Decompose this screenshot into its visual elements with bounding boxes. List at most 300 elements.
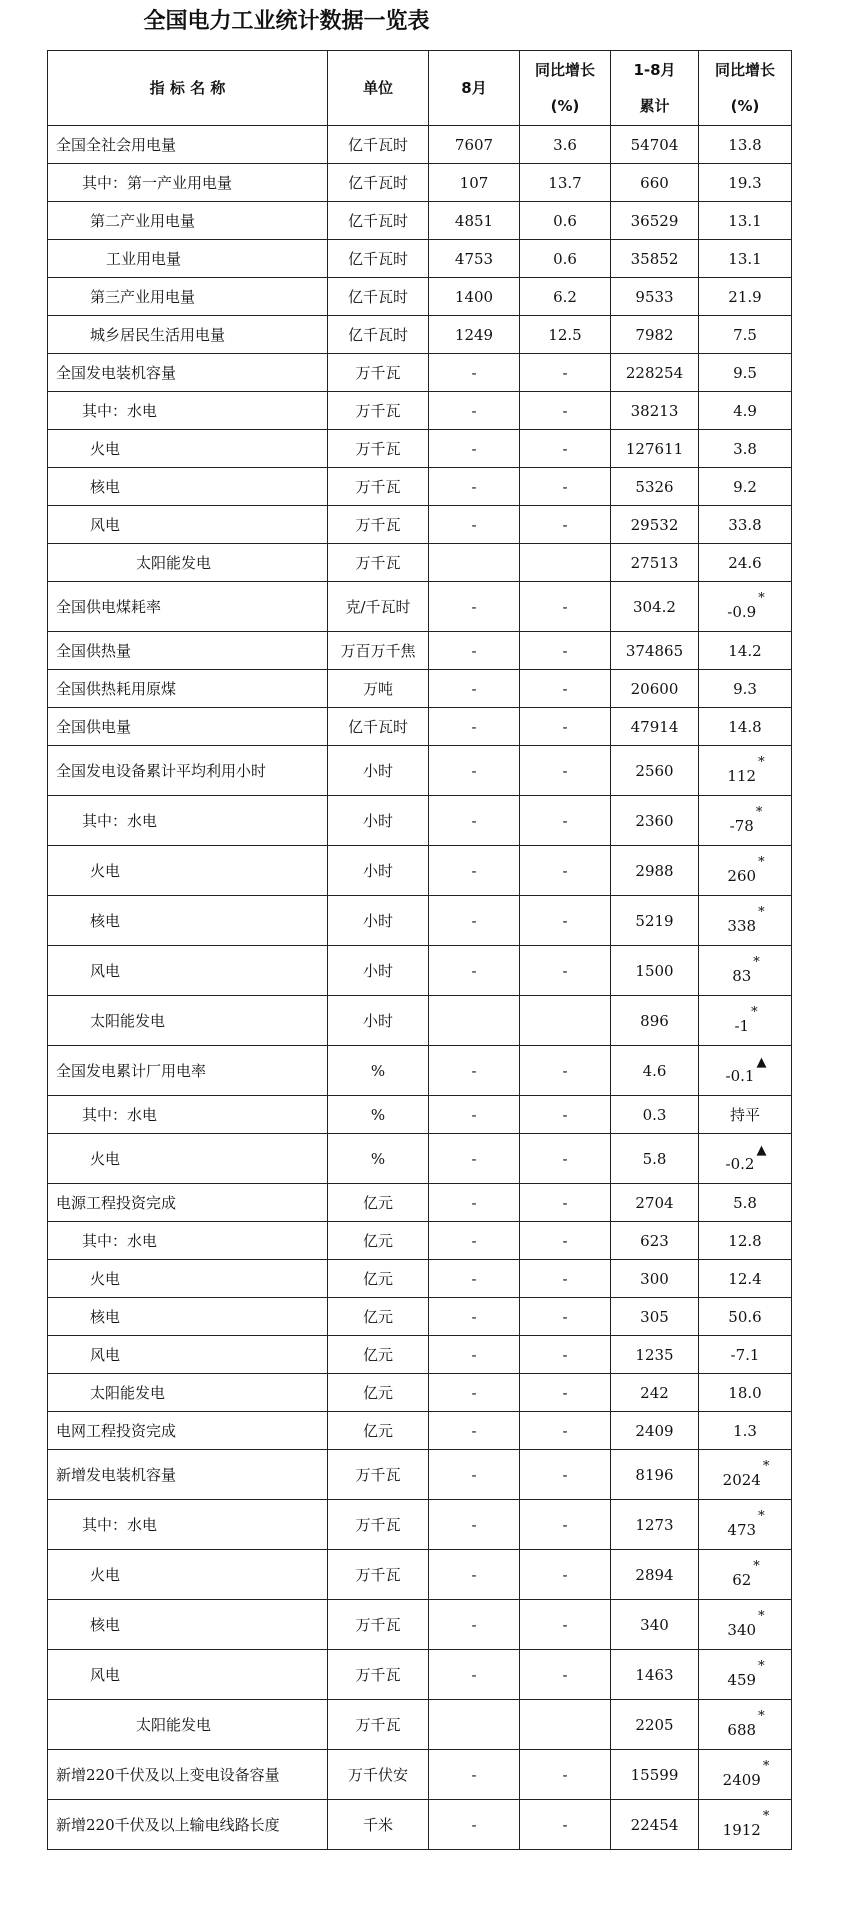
cum-yoy-value: 13.1 (728, 249, 762, 268)
unit-cell: 小时 (328, 946, 429, 996)
cum-yoy-cell (699, 202, 792, 240)
unit-cell: 亿元 (328, 1298, 429, 1336)
footnote-mark: * (753, 1558, 760, 1574)
unit-cell: 亿元 (328, 1412, 429, 1450)
month-cell: - (429, 1298, 520, 1336)
month-yoy-cell: 6.2 (520, 278, 611, 316)
month-yoy-cell: 3.6 (520, 126, 611, 164)
cum-cell: 47914 (611, 708, 699, 746)
table-row (48, 1500, 792, 1550)
unit-cell: 万吨 (328, 670, 429, 708)
month-cell: - (429, 946, 520, 996)
month-yoy-cell: - (520, 1650, 611, 1700)
month-cell: - (429, 1650, 520, 1700)
cum-yoy-cell (699, 1800, 792, 1850)
month-cell: - (429, 430, 520, 468)
month-cell: - (429, 1134, 520, 1184)
indicator-name-cell: 风电 (48, 1336, 328, 1374)
month-cell: 1249 (429, 316, 520, 354)
unit-cell: 万千瓦 (328, 506, 429, 544)
table-row (48, 996, 792, 1046)
cum-yoy-cell (699, 1450, 792, 1500)
cum-cell: 27513 (611, 544, 699, 582)
unit-cell: 克/千瓦时 (328, 582, 429, 632)
cum-cell: 5219 (611, 896, 699, 946)
cum-yoy-value: 21.9 (728, 287, 762, 306)
cum-yoy-value: -0.1 (725, 1066, 755, 1085)
table-row (48, 846, 792, 896)
cum-cell: 0.3 (611, 1096, 699, 1134)
month-cell: - (429, 1096, 520, 1134)
cum-cell: 1273 (611, 1500, 699, 1550)
month-yoy-cell: - (520, 1184, 611, 1222)
header-month: 8月 (429, 51, 520, 126)
cum-yoy-cell (699, 1096, 792, 1134)
indicator-name-cell: 工业用电量 (48, 240, 328, 278)
cum-cell: 29532 (611, 506, 699, 544)
unit-cell: % (328, 1046, 429, 1096)
indicator-name-cell: 全国发电设备累计平均利用小时 (48, 746, 328, 796)
footnote-mark: * (762, 1808, 770, 1824)
header-cumulative-yoy: 同比增长 (%) (699, 51, 792, 126)
cum-yoy-value: 13.8 (728, 135, 762, 154)
month-yoy-cell: 12.5 (520, 316, 611, 354)
month-cell (429, 1700, 520, 1750)
indicator-name-cell: 全国全社会用电量 (48, 126, 328, 164)
cum-yoy-cell (699, 354, 792, 392)
indicator-name-cell: 新增220千伏及以上变电设备容量 (48, 1750, 328, 1800)
cum-cell: 1463 (611, 1650, 699, 1700)
cum-yoy-cell (699, 1134, 792, 1184)
unit-cell: 小时 (328, 746, 429, 796)
cum-yoy-value: 19.3 (728, 173, 762, 192)
footnote-mark: * (753, 954, 760, 970)
cum-cell: 38213 (611, 392, 699, 430)
indicator-name-cell: 风电 (48, 1650, 328, 1700)
indicator-name-cell: 火电 (48, 1550, 328, 1600)
cum-yoy-cell (699, 632, 792, 670)
indicator-name-cell: 太阳能发电 (48, 996, 328, 1046)
month-yoy-cell: - (520, 1046, 611, 1096)
footnote-mark: ▲ (756, 1054, 767, 1070)
cum-yoy-value: 473 (727, 1520, 757, 1539)
month-yoy-cell: - (520, 430, 611, 468)
month-yoy-cell: - (520, 582, 611, 632)
month-cell: - (429, 708, 520, 746)
cum-cell: 36529 (611, 202, 699, 240)
cum-cell: 15599 (611, 1750, 699, 1800)
table-row (48, 1260, 792, 1298)
footnote-mark: * (762, 1758, 770, 1774)
table-row (48, 1650, 792, 1700)
cum-yoy-cell (699, 430, 792, 468)
month-yoy-cell: 13.7 (520, 164, 611, 202)
month-yoy-cell: - (520, 1134, 611, 1184)
cum-yoy-cell (699, 1336, 792, 1374)
month-cell: - (429, 354, 520, 392)
table-row (48, 746, 792, 796)
cum-cell: 2205 (611, 1700, 699, 1750)
month-cell: - (429, 1450, 520, 1500)
cum-yoy-value: 688 (727, 1720, 757, 1739)
indicator-name-cell: 其中：水电 (48, 1222, 328, 1260)
unit-cell: 万千瓦 (328, 430, 429, 468)
unit-cell: 亿千瓦时 (328, 126, 429, 164)
footnote-mark: * (758, 904, 765, 920)
cum-yoy-value: -0.9 (727, 602, 757, 621)
table-row (48, 506, 792, 544)
unit-cell: 亿千瓦时 (328, 316, 429, 354)
cum-yoy-value: 260 (727, 866, 757, 885)
unit-cell: 亿千瓦时 (328, 708, 429, 746)
unit-cell: 万千瓦 (328, 1700, 429, 1750)
month-yoy-cell (520, 1700, 611, 1750)
table-row (48, 582, 792, 632)
table-row (48, 1450, 792, 1500)
cum-yoy-value: 338 (727, 916, 757, 935)
table-body (48, 126, 792, 1850)
indicator-name-cell: 其中：水电 (48, 1096, 328, 1134)
header-name: 指 标 名 称 (48, 51, 328, 126)
cum-yoy-value: 24.6 (728, 553, 762, 572)
month-yoy-cell: - (520, 1500, 611, 1550)
table-row (48, 354, 792, 392)
cum-cell: 305 (611, 1298, 699, 1336)
table-row (48, 126, 792, 164)
cum-cell: 5326 (611, 468, 699, 506)
indicator-name-cell: 太阳能发电 (48, 544, 328, 582)
month-cell: - (429, 1550, 520, 1600)
table-row (48, 164, 792, 202)
month-cell (429, 996, 520, 1046)
cum-yoy-value: -0.2 (725, 1154, 755, 1173)
month-yoy-cell: - (520, 1550, 611, 1600)
cum-yoy-cell (699, 278, 792, 316)
cum-cell: 5.8 (611, 1134, 699, 1184)
cum-yoy-value: 33.8 (728, 515, 762, 534)
cum-yoy-cell (699, 582, 792, 632)
month-cell: - (429, 896, 520, 946)
month-yoy-cell: - (520, 468, 611, 506)
month-yoy-cell: - (520, 896, 611, 946)
indicator-name-cell: 其中：水电 (48, 1500, 328, 1550)
indicator-name-cell: 其中：第一产业用电量 (48, 164, 328, 202)
month-yoy-cell: - (520, 796, 611, 846)
cum-yoy-cell (699, 1184, 792, 1222)
header-cumulative: 1-8月 累计 (611, 51, 699, 126)
cum-cell: 2560 (611, 746, 699, 796)
cum-yoy-value: 18.0 (728, 1383, 762, 1402)
cum-yoy-cell (699, 746, 792, 796)
indicator-name-cell: 第二产业用电量 (48, 202, 328, 240)
month-cell: 4753 (429, 240, 520, 278)
table-row (48, 1298, 792, 1336)
cum-yoy-cell (699, 846, 792, 896)
month-cell: - (429, 1336, 520, 1374)
unit-cell: 亿千瓦时 (328, 202, 429, 240)
indicator-name-cell: 太阳能发电 (48, 1700, 328, 1750)
cum-yoy-value: 1.3 (733, 1421, 757, 1440)
cum-cell: 896 (611, 996, 699, 1046)
statistics-table (47, 50, 792, 1850)
table-row (48, 1800, 792, 1850)
month-cell: - (429, 392, 520, 430)
indicator-name-cell: 火电 (48, 846, 328, 896)
month-cell: - (429, 1260, 520, 1298)
unit-cell: 万千瓦 (328, 1500, 429, 1550)
cum-yoy-value: 12.4 (728, 1269, 762, 1288)
cum-yoy-value: 340 (727, 1620, 757, 1639)
cum-yoy-cell (699, 1412, 792, 1450)
indicator-name-cell: 全国供电煤耗率 (48, 582, 328, 632)
table-row (48, 316, 792, 354)
table-row (48, 708, 792, 746)
cum-cell: 54704 (611, 126, 699, 164)
month-cell: - (429, 670, 520, 708)
cum-yoy-value: 14.8 (728, 717, 762, 736)
indicator-name-cell: 城乡居民生活用电量 (48, 316, 328, 354)
page-title: 全国电力工业统计数据一览表 (143, 9, 430, 34)
month-cell: - (429, 632, 520, 670)
cum-yoy-value: 83 (732, 966, 752, 985)
cum-yoy-value: -1 (734, 1016, 750, 1035)
cum-yoy-cell (699, 316, 792, 354)
indicator-name-cell: 新增发电装机容量 (48, 1450, 328, 1500)
month-yoy-cell: - (520, 746, 611, 796)
table-header-row (48, 51, 792, 126)
table-row (48, 796, 792, 846)
unit-cell: 亿元 (328, 1336, 429, 1374)
indicator-name-cell: 全国发电累计厂用电率 (48, 1046, 328, 1096)
unit-cell: 亿千瓦时 (328, 278, 429, 316)
cum-yoy-value: 9.3 (733, 679, 757, 698)
table-row (48, 1550, 792, 1600)
cum-cell: 8196 (611, 1450, 699, 1500)
cum-cell: 127611 (611, 430, 699, 468)
cum-yoy-cell (699, 392, 792, 430)
unit-cell: 亿元 (328, 1260, 429, 1298)
month-cell: - (429, 846, 520, 896)
cum-yoy-cell (699, 1260, 792, 1298)
month-yoy-cell: - (520, 1412, 611, 1450)
cum-yoy-cell (699, 544, 792, 582)
cum-yoy-cell (699, 796, 792, 846)
month-cell: 1400 (429, 278, 520, 316)
table-row (48, 544, 792, 582)
table-row (48, 1700, 792, 1750)
cum-yoy-value: 112 (727, 766, 757, 785)
month-yoy-cell: - (520, 1450, 611, 1500)
table-row (48, 1336, 792, 1374)
cum-yoy-cell (699, 1374, 792, 1412)
unit-cell: 亿千瓦时 (328, 240, 429, 278)
cum-cell: 2988 (611, 846, 699, 896)
month-cell: - (429, 746, 520, 796)
table-row (48, 1600, 792, 1650)
cum-yoy-cell (699, 164, 792, 202)
table-row (48, 896, 792, 946)
table-row (48, 1184, 792, 1222)
footnote-mark: * (762, 1458, 770, 1474)
cum-cell: 228254 (611, 354, 699, 392)
cum-yoy-value: 4.9 (733, 401, 757, 420)
table-row (48, 1096, 792, 1134)
month-yoy-cell: - (520, 846, 611, 896)
unit-cell: 万千瓦 (328, 354, 429, 392)
month-cell: - (429, 468, 520, 506)
month-cell: - (429, 506, 520, 544)
cum-yoy-value: 459 (727, 1670, 757, 1689)
month-yoy-cell: - (520, 1800, 611, 1850)
cum-yoy-cell (699, 670, 792, 708)
footnote-mark: * (758, 1708, 765, 1724)
cum-yoy-value: 12.8 (728, 1231, 762, 1250)
cum-yoy-cell (699, 1222, 792, 1260)
month-yoy-cell: - (520, 632, 611, 670)
month-cell: 4851 (429, 202, 520, 240)
month-yoy-cell: - (520, 392, 611, 430)
cum-yoy-value: 9.5 (733, 363, 757, 382)
month-cell: - (429, 1500, 520, 1550)
month-yoy-cell: - (520, 1260, 611, 1298)
cum-yoy-cell (699, 1550, 792, 1600)
cum-cell: 2704 (611, 1184, 699, 1222)
unit-cell: 万千瓦 (328, 544, 429, 582)
unit-cell: 万千瓦 (328, 1450, 429, 1500)
unit-cell: 万千瓦 (328, 392, 429, 430)
table-row (48, 946, 792, 996)
cum-yoy-value: 50.6 (728, 1307, 762, 1326)
footnote-mark: ▲ (756, 1142, 767, 1158)
indicator-name-cell: 核电 (48, 1298, 328, 1336)
cum-yoy-cell (699, 468, 792, 506)
cum-cell: 4.6 (611, 1046, 699, 1096)
cum-cell: 2409 (611, 1412, 699, 1450)
table-row (48, 1374, 792, 1412)
month-yoy-cell: 0.6 (520, 240, 611, 278)
cum-yoy-cell (699, 996, 792, 1046)
cum-cell: 623 (611, 1222, 699, 1260)
table-row (48, 1046, 792, 1096)
unit-cell: 万千瓦 (328, 1600, 429, 1650)
indicator-name-cell: 核电 (48, 468, 328, 506)
table-row (48, 278, 792, 316)
footnote-mark: * (758, 1608, 765, 1624)
month-yoy-cell: - (520, 670, 611, 708)
cum-cell: 374865 (611, 632, 699, 670)
cum-yoy-value: 9.2 (733, 477, 757, 496)
footnote-mark: * (758, 754, 765, 770)
cum-cell: 2360 (611, 796, 699, 846)
indicator-name-cell: 全国供热耗用原煤 (48, 670, 328, 708)
month-yoy-cell: - (520, 1222, 611, 1260)
footnote-mark: * (755, 804, 763, 820)
unit-cell: 万百万千焦 (328, 632, 429, 670)
unit-cell: 万千瓦 (328, 1550, 429, 1600)
month-cell (429, 544, 520, 582)
month-cell: - (429, 1046, 520, 1096)
month-cell: 7607 (429, 126, 520, 164)
cum-yoy-value: -7.1 (730, 1345, 760, 1364)
month-cell: - (429, 582, 520, 632)
unit-cell: 亿元 (328, 1222, 429, 1260)
table-row (48, 670, 792, 708)
cum-yoy-value: 7.5 (733, 325, 757, 344)
footnote-mark: * (758, 854, 765, 870)
cum-yoy-cell (699, 240, 792, 278)
unit-cell: 万千瓦 (328, 468, 429, 506)
cum-yoy-cell (699, 1046, 792, 1096)
footnote-mark: * (751, 1004, 758, 1020)
unit-cell: 万千瓦 (328, 1650, 429, 1700)
cum-yoy-value: 3.8 (733, 439, 757, 458)
cum-yoy-cell (699, 1650, 792, 1700)
cum-cell: 20600 (611, 670, 699, 708)
month-yoy-cell: - (520, 1336, 611, 1374)
table-row (48, 392, 792, 430)
table-row (48, 430, 792, 468)
cum-cell: 1500 (611, 946, 699, 996)
month-yoy-cell: - (520, 1374, 611, 1412)
cum-yoy-cell (699, 506, 792, 544)
unit-cell: 千米 (328, 1800, 429, 1850)
cum-yoy-value: 持平 (729, 1106, 760, 1124)
month-cell: - (429, 1600, 520, 1650)
month-yoy-cell: 0.6 (520, 202, 611, 240)
indicator-name-cell: 风电 (48, 946, 328, 996)
cum-cell: 2894 (611, 1550, 699, 1600)
indicator-name-cell: 核电 (48, 896, 328, 946)
header-unit: 单位 (328, 51, 429, 126)
cum-yoy-value: 2409 (722, 1770, 761, 1789)
cum-cell: 242 (611, 1374, 699, 1412)
indicator-name-cell: 电网工程投资完成 (48, 1412, 328, 1450)
cum-cell: 35852 (611, 240, 699, 278)
month-yoy-cell: - (520, 1600, 611, 1650)
cum-yoy-value: 14.2 (728, 641, 762, 660)
unit-cell: 亿元 (328, 1184, 429, 1222)
table-row (48, 240, 792, 278)
indicator-name-cell: 风电 (48, 506, 328, 544)
indicator-name-cell: 全国发电装机容量 (48, 354, 328, 392)
cum-cell: 300 (611, 1260, 699, 1298)
unit-cell: 亿千瓦时 (328, 164, 429, 202)
cum-yoy-cell (699, 1750, 792, 1800)
indicator-name-cell: 其中：水电 (48, 392, 328, 430)
unit-cell: 小时 (328, 796, 429, 846)
month-yoy-cell: - (520, 1298, 611, 1336)
cum-yoy-value: 1912 (722, 1820, 761, 1839)
header-month-yoy: 同比增长 (%) (520, 51, 611, 126)
cum-yoy-cell (699, 946, 792, 996)
table-row (48, 632, 792, 670)
cum-yoy-cell (699, 708, 792, 746)
table-row (48, 468, 792, 506)
cum-yoy-value: 5.8 (733, 1193, 757, 1212)
month-cell: - (429, 796, 520, 846)
month-yoy-cell (520, 544, 611, 582)
table-row (48, 1750, 792, 1800)
table-row (48, 1412, 792, 1450)
month-cell: - (429, 1374, 520, 1412)
table-row (48, 202, 792, 240)
cum-yoy-cell (699, 1600, 792, 1650)
indicator-name-cell: 火电 (48, 430, 328, 468)
cum-yoy-value: 2024 (722, 1470, 761, 1489)
cum-yoy-cell (699, 1298, 792, 1336)
unit-cell: % (328, 1096, 429, 1134)
footnote-mark: * (758, 590, 765, 606)
